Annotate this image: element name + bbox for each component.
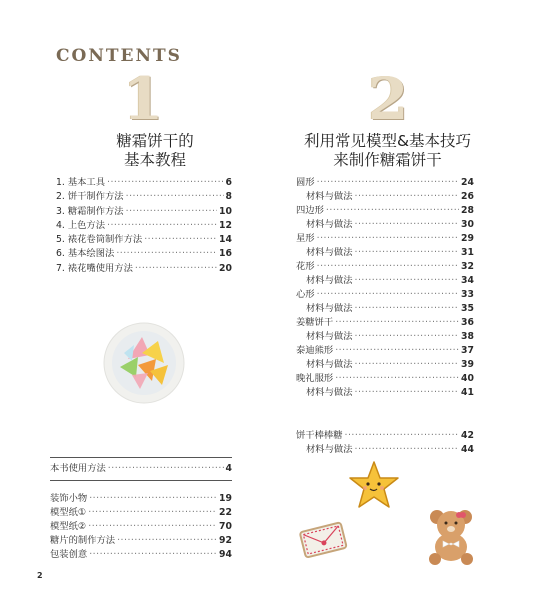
toc-entry-label: 本书使用方法 — [50, 463, 106, 474]
toc-entry-page: 36 — [461, 317, 474, 328]
toc-entry-label: 材料与做法 — [306, 247, 353, 258]
toc-entry-page: 39 — [461, 359, 474, 370]
toc-entry-page: 92 — [219, 535, 232, 546]
toc-entry-label: 星形 — [296, 233, 315, 244]
toc-entry-label: 材料与做法 — [306, 275, 353, 286]
toc-entry-page: 38 — [461, 331, 474, 342]
toc-entry-label: 装饰小物 — [50, 493, 88, 504]
toc-entry-page: 31 — [461, 247, 474, 258]
toc-subentry[interactable] — [296, 218, 474, 232]
toc-entry-label: 包装创意 — [50, 549, 88, 560]
toc-entry-page: 20 — [219, 262, 232, 274]
toc-entry-page: 14 — [219, 234, 232, 246]
sugar-pieces-bowl-image — [98, 315, 190, 407]
toc-entry[interactable] — [50, 520, 232, 534]
toc-entry[interactable] — [56, 262, 232, 276]
toc-entry-label: 四边形 — [296, 205, 324, 216]
toc-entry-page: 40 — [461, 373, 474, 384]
toc-entry-page: 10 — [219, 205, 232, 217]
toc-entry-label: 材料与做法 — [306, 219, 353, 230]
section-2-title-line1: 利用常见模型&基本技巧 — [303, 132, 472, 150]
toc-entry[interactable] — [50, 548, 232, 562]
toc-entry-page: 28 — [461, 205, 474, 216]
toc-entry-label: 饼干棒棒糖 — [296, 430, 343, 441]
divider-top — [50, 457, 232, 458]
appendix-toc — [50, 462, 232, 476]
toc-entry-page: 32 — [461, 261, 474, 272]
toc-entry-page: 19 — [219, 493, 232, 504]
toc-entry[interactable] — [296, 316, 474, 330]
toc-entry[interactable] — [296, 344, 474, 358]
toc-entry-page: 35 — [461, 303, 474, 314]
toc-entry-label: 花形 — [296, 261, 315, 272]
toc-entry[interactable] — [50, 534, 232, 548]
toc-entry[interactable] — [56, 219, 232, 233]
toc-entry-label: 材料与做法 — [306, 359, 353, 370]
toc-entry-page: 12 — [219, 219, 232, 231]
toc-entry[interactable] — [56, 176, 232, 190]
toc-entry-page: 6 — [225, 177, 232, 188]
toc-entry-label: 7. 裱花嘴使用方法 — [56, 262, 133, 274]
toc-subentry[interactable] — [296, 330, 474, 344]
section-2-toc — [296, 176, 474, 400]
teddy-bear-cookie-image — [425, 507, 477, 565]
section-1-title — [60, 132, 250, 170]
toc-entry[interactable] — [56, 205, 232, 219]
section-1-title-line1: 糖霜饼干的 — [116, 132, 194, 150]
toc-entry-page: 34 — [461, 275, 474, 286]
section-2-extra-toc — [296, 428, 474, 457]
toc-entry-page: 29 — [461, 233, 474, 244]
toc-entry-label: 圆形 — [296, 177, 315, 188]
toc-entry-page: 24 — [461, 177, 474, 188]
toc-entry-page: 42 — [461, 430, 474, 441]
toc-entry[interactable] — [56, 247, 232, 261]
toc-entry-page: 94 — [219, 549, 232, 560]
toc-entry-label: 姜糖饼干 — [296, 317, 334, 328]
section-1-title-line2: 基本教程 — [123, 151, 186, 169]
toc-entry-page: 4 — [225, 463, 232, 474]
toc-entry-page: 26 — [461, 191, 474, 202]
toc-entry[interactable] — [56, 233, 232, 247]
toc-subentry[interactable] — [296, 386, 474, 400]
section-1-toc — [56, 176, 232, 276]
envelope-cookie-image — [296, 519, 350, 559]
toc-entry-label: 模型纸① — [50, 507, 87, 518]
toc-entry-label: 1. 基本工具 — [56, 177, 106, 188]
toc-entry-label: 4. 上色方法 — [56, 219, 106, 231]
toc-subentry[interactable] — [296, 443, 474, 457]
toc-entry-label: 晚礼服形 — [296, 373, 334, 384]
appendix-items-toc — [50, 492, 232, 562]
toc-entry-label: 材料与做法 — [306, 387, 353, 398]
toc-entry-page: 37 — [461, 345, 474, 356]
toc-entry-label: 6. 基本绘图法 — [56, 248, 115, 260]
toc-subentry[interactable] — [296, 358, 474, 372]
toc-entry[interactable] — [50, 506, 232, 520]
toc-entry-label: 模型纸② — [50, 521, 87, 532]
section-2-title — [285, 132, 490, 170]
toc-entry-label: 3. 糖霜制作方法 — [56, 205, 124, 217]
section-1-number: 1 — [123, 65, 164, 133]
toc-entry[interactable] — [50, 492, 232, 506]
toc-entry-label: 材料与做法 — [306, 444, 353, 455]
toc-entry-label: 材料与做法 — [306, 191, 353, 202]
section-2-title-line2: 来制作糖霜饼干 — [333, 151, 442, 169]
toc-subentry[interactable] — [296, 302, 474, 316]
toc-entry[interactable] — [56, 190, 232, 204]
page-number: 2 — [37, 571, 43, 580]
toc-entry-page: 44 — [461, 444, 474, 455]
toc-entry-page: 22 — [219, 507, 232, 518]
toc-entry[interactable] — [296, 204, 474, 218]
toc-entry[interactable] — [296, 260, 474, 274]
toc-entry[interactable] — [296, 176, 474, 190]
toc-entry-page: 30 — [461, 219, 474, 230]
toc-entry-label: 心形 — [296, 289, 315, 300]
star-cookie-image — [346, 460, 402, 512]
toc-entry-page: 41 — [461, 387, 474, 398]
toc-entry-label: 泰迪熊形 — [296, 345, 334, 356]
toc-entry-page: 33 — [461, 289, 474, 300]
toc-entry[interactable] — [50, 462, 232, 476]
divider-middle — [50, 480, 232, 481]
toc-entry-label: 2. 饼干制作方法 — [56, 191, 124, 203]
toc-entry-label: 5. 裱花卷筒制作方法 — [56, 234, 143, 246]
toc-subentry[interactable] — [296, 246, 474, 260]
toc-entry-label: 糖片的制作方法 — [50, 535, 116, 546]
toc-entry-page: 16 — [219, 248, 232, 260]
toc-entry-label: 材料与做法 — [306, 331, 353, 342]
toc-subentry[interactable] — [296, 274, 474, 288]
toc-subentry[interactable] — [296, 190, 474, 204]
toc-entry-label: 材料与做法 — [306, 303, 353, 314]
contents-heading: CONTENTS — [56, 46, 182, 66]
toc-entry[interactable] — [296, 372, 474, 386]
toc-entry[interactable] — [296, 428, 474, 443]
toc-entry-page: 8 — [225, 191, 232, 203]
toc-entry[interactable] — [296, 232, 474, 246]
toc-entry-page: 70 — [219, 521, 232, 532]
toc-entry[interactable] — [296, 288, 474, 302]
section-2-number: 2 — [368, 65, 409, 133]
